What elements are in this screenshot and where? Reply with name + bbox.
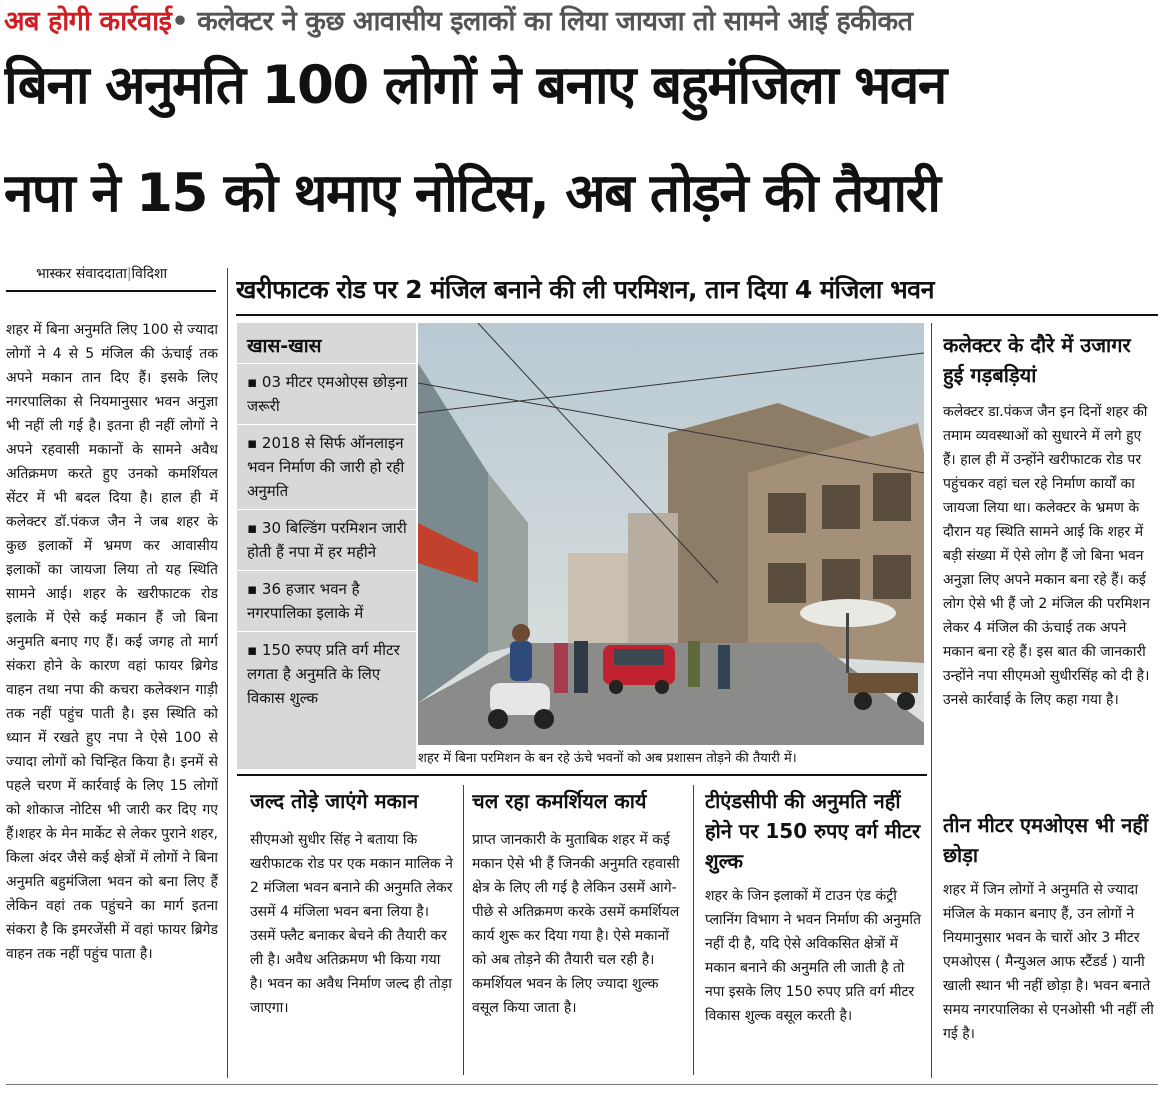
demolition-article xyxy=(250,786,455,1078)
bottom-rule xyxy=(6,1084,1158,1085)
tncp-article xyxy=(705,786,926,1078)
street-photo xyxy=(418,323,924,745)
kicker-line xyxy=(4,4,1160,40)
highlight-item: ▪ 2018 से सिर्फ ऑनलाइन भवन निर्माण की जारी हो रही अनुमति xyxy=(237,424,416,509)
mos-article-heading: तीन मीटर एमओएस भी नहीं छोड़ा xyxy=(943,813,1149,867)
kicker-text: कलेक्टर ने कुछ आवासीय इलाकों का लिया जायजा तो सामने आई हकीकत xyxy=(197,6,913,37)
lead-article xyxy=(6,318,218,1078)
lower-row-rule xyxy=(237,774,927,776)
column-divider-collector xyxy=(931,323,932,1078)
highlights-title: खास-खास xyxy=(247,335,322,357)
commercial-article xyxy=(472,786,686,1078)
street-scene-illustration xyxy=(418,323,924,745)
headline-line-2: नपा ने 15 को थमाए नोटिस, अब तोड़ने की तैयारी xyxy=(4,163,940,224)
kicker-separator: • xyxy=(171,6,189,37)
byline-separator: | xyxy=(126,266,132,282)
byline xyxy=(36,264,216,284)
collector-article xyxy=(943,330,1157,806)
headline-line-1: बिना अनुमति 100 लोगों ने बनाए बहुमंजिला भवन xyxy=(4,55,946,116)
commercial-article-body: प्राप्त जानकारी के मुताबिक शहर में कई मकान ऐसे भी हैं जिनकी अनुमति रहवासी क्षेत्र के लिए ली गई है लेकिन उसमें आगे-पीछे से अतिक्रमण करके उसमें कमर्शियल कार्य शुरू कर दिया गया है। ऐसे मकानों को अब तोड़ने की तैयारी चल रही है। कमर्शियल भवन के लिए ज्यादा शुल्क वसूल किया जाता है। xyxy=(472,832,680,1016)
subhead-rule xyxy=(236,314,1158,316)
collector-article-body: कलेक्टर डा.पंकज जैन इन दिनों शहर की तमाम व्यवस्थाओं को सुधारने में लगे हुए हैं। हाल ही में उन्होंने खरीफाटक रोड पर पहुंचकर वहां चल रहे निर्माण कार्यों का जायजा लिया था। कलेक्टर के भ्रमण के दौरान यह स्थिति सामने आई कि शहर में बड़ी संख्या में ऐसे लोग हैं जो बिना भवन अनुज्ञा लिए अपने मकान बना रहे हैं। कई लोग ऐसे भी हैं जो 2 मंजिल की परमिशन लेकर 4 मंजिल की ऊंचाई तक अपने मकान बना रहे हैं। इस बात की जानकारी उन्होंने नपा सीएमओ सुधीरसिंह को दी है। उनसे कार्रवाई के लिए कहा गया है। xyxy=(943,404,1150,708)
highlights-box xyxy=(237,323,416,769)
sub-headline: खरीफाटक रोड पर 2 मंजिल बनाने की ली परमिशन, तान दिया 4 मंजिला भवन xyxy=(236,275,934,304)
photo-caption: शहर में बिना परमिशन के बन रहे ऊंचे भवनों को अब प्रशासन तोड़ने की तैयारी में। xyxy=(418,751,797,766)
column-divider-lower-2 xyxy=(693,785,694,1075)
highlight-item: ▪ 150 रुपए प्रति वर्ग मीटर लगता है अनुमति के लिए विकास शुल्क xyxy=(237,631,416,716)
lead-article-body: शहर में बिना अनुमति लिए 100 से ज्यादा लोगों ने 4 से 5 मंजिल की ऊंचाई तक अपने मकान तान दिए हैं। इसके लिए नगरपालिका से नियमानुसार भवन अनुज्ञा भी नहीं ली गई है। इतना ही नहीं लोगों ने अपने रहवासी मकानों के सामने अवैध अतिक्रमण करते हुए उनको कमर्शियल सेंटर में भी बदल दिया है। हाल ही में कलेक्टर डॉ.पंकज जैन ने जब शहर के कुछ इलाकों में भ्रमण कर आवासीय इलाकों का जायजा लिया तो यह स्थिति सामने आई। शहर के खरीफाटक रोड इलाके में ऐसे कई मकान हैं जो बिना अनुमति बनाए गए हैं। कई जगह तो मार्ग संकरा होने के कारण वहां फायर ब्रिगेड वाहन तथा नपा की कचरा कलेक्शन गाड़ी तक नहीं पहुंच पाती है। इस स्थिति को ध्यान में रखते हुए नपा ने ऐसे 100 से ज्यादा लोगों को चिन्हित किया है। इनमें से पहले चरण में कार्रवाई के लिए 15 लोगों को शोकाज नोटिस भी जारी कर दिए गए हैं।शहर के मेन मार्केट से लेकर पुराने शहर, किला अंदर जैसे कई क्षेत्रों में लोगों ने बिना अनुमति बहुमंजिला भवन को बना लिए हैं लेकिन वहां तक पहुंचने का मार्ग इतना संकरा है कि इमरजेंसी में वहां फायर ब्रिगेड वाहन तक नहीं पहुंच पाता है। xyxy=(6,322,218,962)
mos-article-body: शहर में जिन लोगों ने अनुमति से ज्यादा मंजिल के मकान बनाए हैं, उन लोगों ने नियमानुसार भवन के चारों ओर 3 मीटर एमओएस ( मैन्युअल आफ स्टैंडर्ड ) यानी खाली स्थान भी नहीं छोड़ा है। भवन बनाते समय नगरपालिका से एनओसी भी नहीं ली गई है। xyxy=(943,882,1154,1042)
highlight-item: ▪ 36 हजार भवन है नगरपालिका इलाके में xyxy=(237,570,416,631)
tncp-article-body: शहर के जिन इलाकों में टाउन एंड कंट्री प्लानिंग विभाग ने भवन निर्माण की अनुमति नहीं दी है, यदि ऐसे अविकसित क्षेत्रों में मकान बनाने की अनुमति ली जाती है तो नपा इसके लिए 150 रुपए प्रति वर्ग मीटर विकास शुल्क वसूल करती है। xyxy=(705,888,921,1024)
kicker-label: अब होगी कार्रवाई xyxy=(4,6,172,37)
column-divider-lead xyxy=(227,268,228,1078)
mos-article xyxy=(943,810,1157,1078)
byline-rule xyxy=(6,290,216,292)
tncp-article-heading: टीएंडसीपी की अनुमति नहीं होने पर 150 रुपए वर्ग मीटर शुल्क xyxy=(705,789,921,873)
commercial-article-heading: चल रहा कमर्शियल कार्य xyxy=(472,789,647,813)
demolition-article-body: सीएमओ सुधीर सिंह ने बताया कि खरीफाटक रोड पर एक मकान मालिक ने 2 मंजिला भवन बनाने की अनुमति लेकर उसमें 4 मंजिला भवन बना लिया है। उसमें फ्लैट बनाकर बेचने की तैयारी कर ली है। अवैध अतिक्रमण भी किया गया है। भवन का अवैध निर्माण जल्द ही तोड़ा जाएगा। xyxy=(250,832,453,1016)
demolition-article-heading: जल्द तोड़े जाएंगे मकान xyxy=(250,789,419,813)
column-divider-lower-1 xyxy=(463,785,464,1075)
highlight-item: ▪ 30 बिल्डिंग परमिशन जारी होती हैं नपा में हर महीने xyxy=(237,509,416,570)
highlight-item: ▪ 03 मीटर एमओएस छोड़ना जरूरी xyxy=(237,363,416,424)
byline-city: विदिशा xyxy=(131,266,168,282)
byline-reporter: भास्कर संवाददाता xyxy=(36,266,127,282)
collector-article-heading: कलेक्टर के दौरे में उजागर हुई गड़बड़ियां xyxy=(943,333,1131,387)
